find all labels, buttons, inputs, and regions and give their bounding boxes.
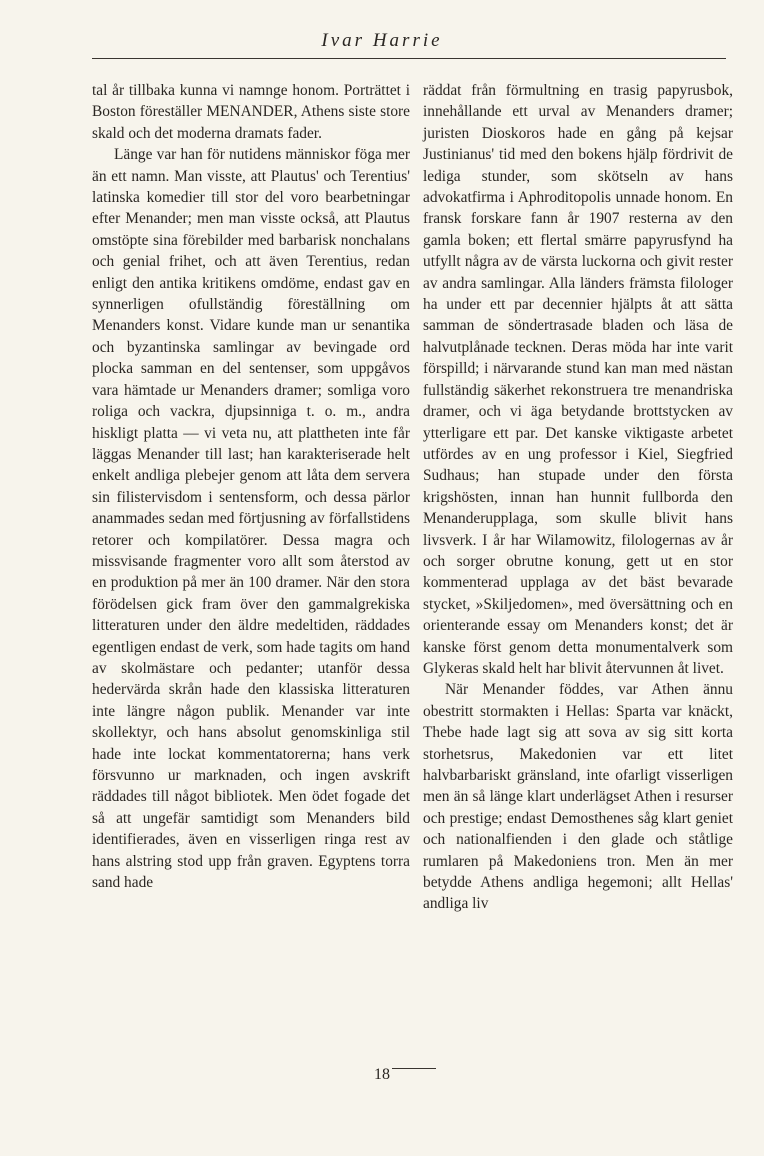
running-head: Ivar Harrie [321, 30, 443, 51]
right-column [423, 80, 733, 915]
left-column [92, 80, 410, 893]
paragraph: När Menander föddes, var Athen ännu obestritt stormakten i Hellas: Sparta var knäckt, Thebe hade lagt sig att sova av sig sitt korta storhetsrus, Makedonien var ett litet halvbarbariskt gränsland, inte ofarligt visserligen men än så länge klart underlägset Athen i resurser och prestige; endast Demosthenes såg klart geniet och nationalfienden i den glade och ståtlige rumlaren på Makedoniens tron. Men än mer betydde Athens andliga hegemoni; allt Hellas' andliga liv [423, 681, 733, 913]
paragraph: tal år tillbaka kunna vi namnge honom. Porträttet i Boston föreställer MENANDER, Athens siste store skald och det moderna dramats fader. [92, 82, 410, 142]
paragraph: räddat från förmultning en trasig papyrusbok, innehållande ett urval av Menanders dramer; juristen Dioskoros hade en gång på kejsar Justinianus' tid med den bokens hjälp fördrivit de lediga stunder, som skötseln av hans advokatfirma i Aphroditopolis unnade honom. En fransk forskare fann år 1907 resterna av den gamla boken; ett flertal smärre papyrusfynd ha utfyllt några av de värsta luckorna och givit rester av andra samlingar. Alla länders främsta filologer ha under ett par decennier hjälpts åt att sätta samman de söndertrasade bladen och läsa de halvutplånade tecknen. Deras möda har inte varit förspilld; i närvarande stund kan man med nästan fullständig säkerhet rekonstruera tre menandriska dramer, och vi äga betydande brottstycken av ytterligare ett par. Det kanske viktigaste arbetet utfördes av en ung professor i Kiel, Siegfried Sudhaus; han stupade under den första krigshösten, innan han hunnit fullborda den Menanderupplaga, som skulle blivit hans livsverk. I år har Wilamowitz, filologernas av år och sorger obrutne konung, gett ut en stor kommenterad upplaga av det bäst bevarade stycket, »Skiljedomen», med översättning och en orienterande essay om Menanders konst; det är kanske först genom detta monumentalverk som Glykeras skald helt har blivit återvunnen åt livet. [423, 82, 733, 677]
header-rule [92, 58, 726, 59]
paragraph: Länge var han för nutidens människor föga mer än ett namn. Man visste, att Plautus' och Terentius' latinska komedier till stor del voro bearbetningar efter Menander; men man visste också, att Plautus omstöpte sina förebilder med barbarisk nonchalans och genial frihet, och att även Terentius, redan enligt den antika kritikens omdöme, endast gav en synnerligen ofullständig föreställning om Menanders konst. Vidare kunde man ur senantika och byzantinska samlingar av bevingade ord plocka samman en del sentenser, som uppgåvos vara hämtade ur Menanders dramer; somliga voro roliga och vackra, djupsinniga t. o. m., andra hiskligt platta — vi veta nu, att plattheten inte får läggas Menander till last; han karakteriserade helt enkelt andliga plebejer genom att låta dem servera sin filistervisdom i sentensform, och dessa pärlor anammades sedan med förtjusning av förfallstidens retorer och kompilatörer. Dessa magra och missvisande fragmenter voro allt som återstod av en produktion på mer än 100 dramer. När den stora förödelsen gick fram över den gammalgrekiska litteraturen under den äldre medeltiden, räddades egentligen endast de verk, som hade tagits om hand av skolmästare och pedanter; utanför dessa hedervärda skrån hade den klassiska litteraturen inte längre någon publik. Menander var inte skollektyr, och hans absolut genomskinliga stil hade inte lockat kommentatorerna; hans verk försvunno ur marknaden, och ingen avskrift räddades till något bibliotek. Men ödet fogade det så att ungefär samtidigt som Menanders bild identifierades, även en visserligen ringa rest av hans alstring stod upp från graven. Egyptens torra sand hade [92, 146, 410, 892]
page-number: 18 [374, 1066, 390, 1083]
